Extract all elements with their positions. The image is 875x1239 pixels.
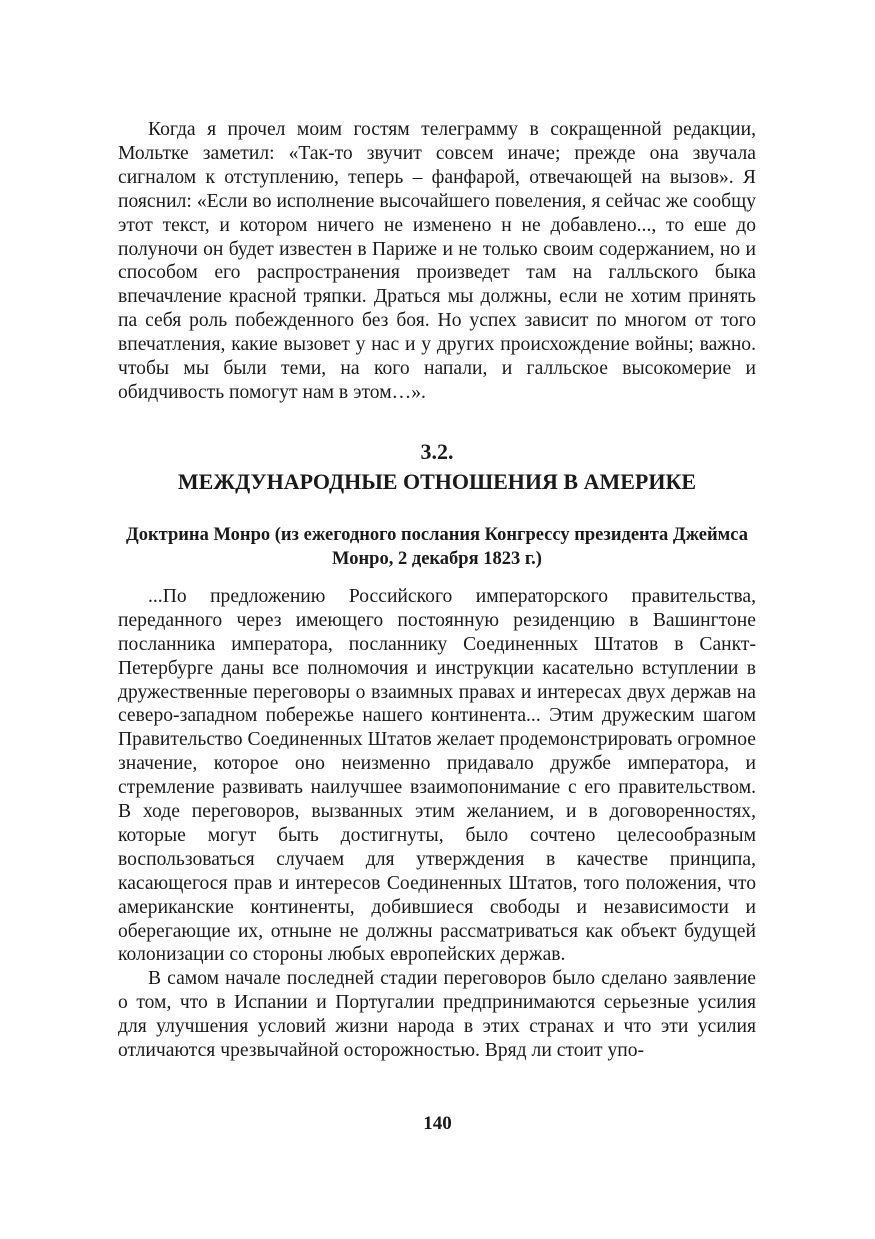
section-title: МЕЖДУНАРОДНЫЕ ОТНОШЕНИЯ В АМЕРИКЕ [177, 468, 697, 494]
paragraph: В самом начале последней стадии переговоров было сделано заявление о том, что в Испании и Португалии предпринимаются серьезные усилия для улучшения условий жизни народа в этих странах и что эти усилия отличаются чрезвычайной осторожностью. Вряд ли стоит упо- [118, 968, 756, 1062]
paragraph: ...По предложению Российского императорского правительства, переданного через имеющего постоянную резиденцию в Вашингтоне посланника императора, посланнику Соединенных Штатов в Санкт-Петербурге даны все полномочия и инструкции касательно вступлении в дружественные переговоры о взаимных правах и интересах двух держав на северо-западном побережье нашего континента... Этим дружеским шагом Правительство Соединенных Штатов желает продемонстрировать огромное значение, которое оно неизменно придавало дружбе императора, и стремление развивать наилучшее взаимопонимание с его правительством. В ходе переговоров, вызванных этим желанием, и в договоренностях, которые могут быть достигнуты, было сочтено целесообразным воспользоваться случаем для утверждения в качестве принципа, касающегося прав и интересов Соединенных Штатов, того положения, что американские континенты, добившиеся свободы и независимости и оберегающие их, отныне не должны рассматриваться как объект будущей колонизации со стороны любых европейских держав. [118, 585, 756, 966]
paragraph: Когда я прочел моим гостям телеграмму в сокращенной редакции, Мольтке заметил: «Так-то звучит совсем иначе; прежде она звучала сигналом к отступлению, теперь – фанфарой, отвечающей на вызов». Я пояснил: «Если во исполнение высочайшего повеления, я сейчас же сообщу этот текст, и котором ничего не изменено н не добавлено..., то еше до полуночи он будет известен в Париже и не только своим содержанием, но и способом его распространения произведет там на галльского быка впечачление красной тряпки. Драться мы должны, если не хотим принять па себя роль побежденного без боя. Но успех зависит по многом от того впечатления, какие вызовет у нас и у других происхождение войны; важно. чтобы мы были теми, на кого напали, и галльское высокомерие и обидчивость помогут нам в этом…». [118, 119, 756, 403]
section-number: 3.2. [420, 438, 454, 464]
page-content [118, 118, 756, 1063]
page-number: 140 [423, 1113, 452, 1134]
document-subtitle: Доктрина Монро (из ежегодного послания Конгрессу президента Джеймса Монро, 2 декабря 1823 г.) [126, 524, 748, 569]
